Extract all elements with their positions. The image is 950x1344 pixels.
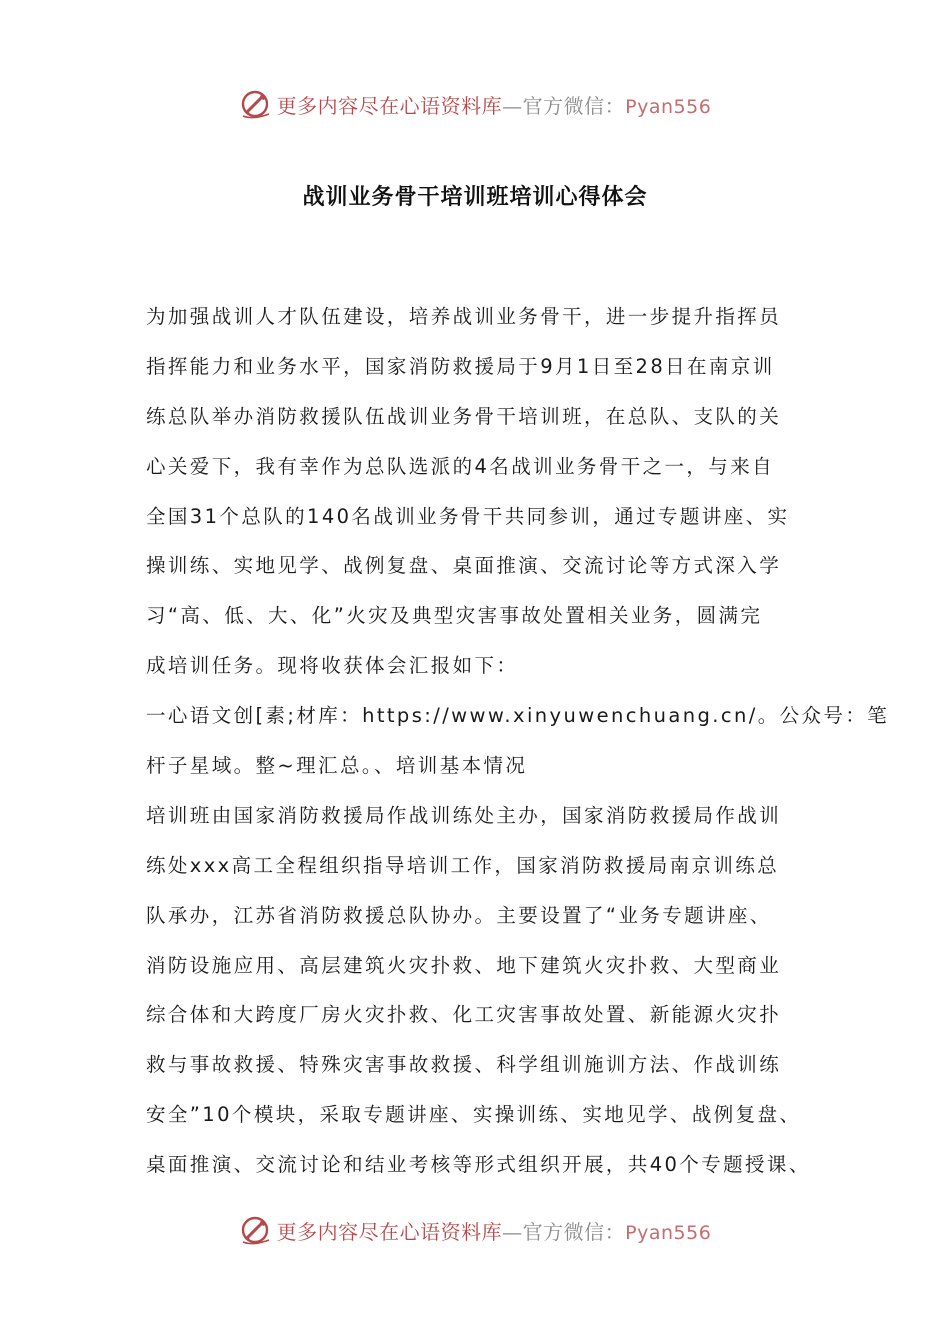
- body-line: 队承办，江苏省消防救援总队协办。主要设置了“业务专题讲座、: [146, 903, 772, 927]
- header-watermark-banner: [0, 82, 950, 126]
- banner-brand: 更多内容尽在心语资料库: [276, 93, 503, 118]
- body-line: 杆子星域。整~理汇总。、培训基本情况: [146, 754, 528, 778]
- body-line-source-link: 一心语文创[素;材库：https://www.xinyuwenchuang.cn/。公众号：笔: [146, 704, 890, 728]
- body-line: 消防设施应用、高层建筑火灾扑救、地下建筑火灾扑救、大型商业: [146, 953, 782, 977]
- body-line: 桌面推演、交流讨论和结业考核等形式组织开展，共40个专题授课、: [146, 1153, 811, 1177]
- body-line: 综合体和大跨度厂房火灾扑救、化工灾害事故处置、新能源火灾扑: [146, 1003, 782, 1027]
- body-line: 成培训任务。现将收获体会汇报如下：: [146, 654, 519, 678]
- banner-brand: 更多内容尽在心语资料库: [276, 1219, 503, 1244]
- banner-dash: —: [502, 93, 523, 118]
- banner-text: [277, 1216, 712, 1245]
- banner-wechat-id: Pyan556: [625, 1221, 712, 1244]
- body-line: 救与事故救援、特殊灾害事故救援、科学组训施训方法、作战训练: [146, 1053, 782, 1077]
- banner-wechat-id: Pyan556: [625, 95, 712, 118]
- body-line: 为加强战训人才队伍建设，培养战训业务骨干，进一步提升指挥员: [146, 305, 782, 328]
- footer-watermark-banner: [0, 1208, 950, 1252]
- banner-wechat-label: 官方微信：: [522, 93, 626, 118]
- document-body: [146, 292, 890, 1190]
- body-line: 指挥能力和业务水平，国家消防救援局于9月1日至28日在南京训: [146, 354, 775, 378]
- body-line: 习“高、低、大、化”火灾及典型灾害事故处置相关业务，圆满完: [146, 604, 763, 628]
- body-line: 全国31个总队的140名战训业务骨干共同参训，通过专题讲座、实: [146, 504, 790, 528]
- pen-logo-icon: [239, 87, 273, 121]
- banner-dash: —: [502, 1219, 523, 1244]
- body-line: 培训班由国家消防救援局作战训练处主办，国家消防救援局作战训: [146, 803, 782, 827]
- body-line: 练处xxx高工全程组织指导培训工作，国家消防救援局南京训练总: [146, 853, 780, 877]
- banner-text: [277, 90, 712, 119]
- body-line: 操训练、实地见学、战例复盘、桌面推演、交流讨论等方式深入学: [146, 554, 782, 578]
- pen-logo-icon: [239, 1213, 273, 1247]
- body-line: 练总队举办消防救援队伍战训业务骨干培训班，在总队、支队的关: [146, 404, 782, 428]
- body-line: 心关爱下，我有幸作为总队选派的4名战训业务骨干之一，与来自: [146, 454, 775, 478]
- banner-wechat-label: 官方微信：: [522, 1219, 626, 1244]
- document-title: 战训业务骨干培训班培训心得体会: [302, 185, 648, 210]
- body-line: 安全”10个模块，采取专题讲座、实操训练、实地见学、战例复盘、: [146, 1103, 802, 1127]
